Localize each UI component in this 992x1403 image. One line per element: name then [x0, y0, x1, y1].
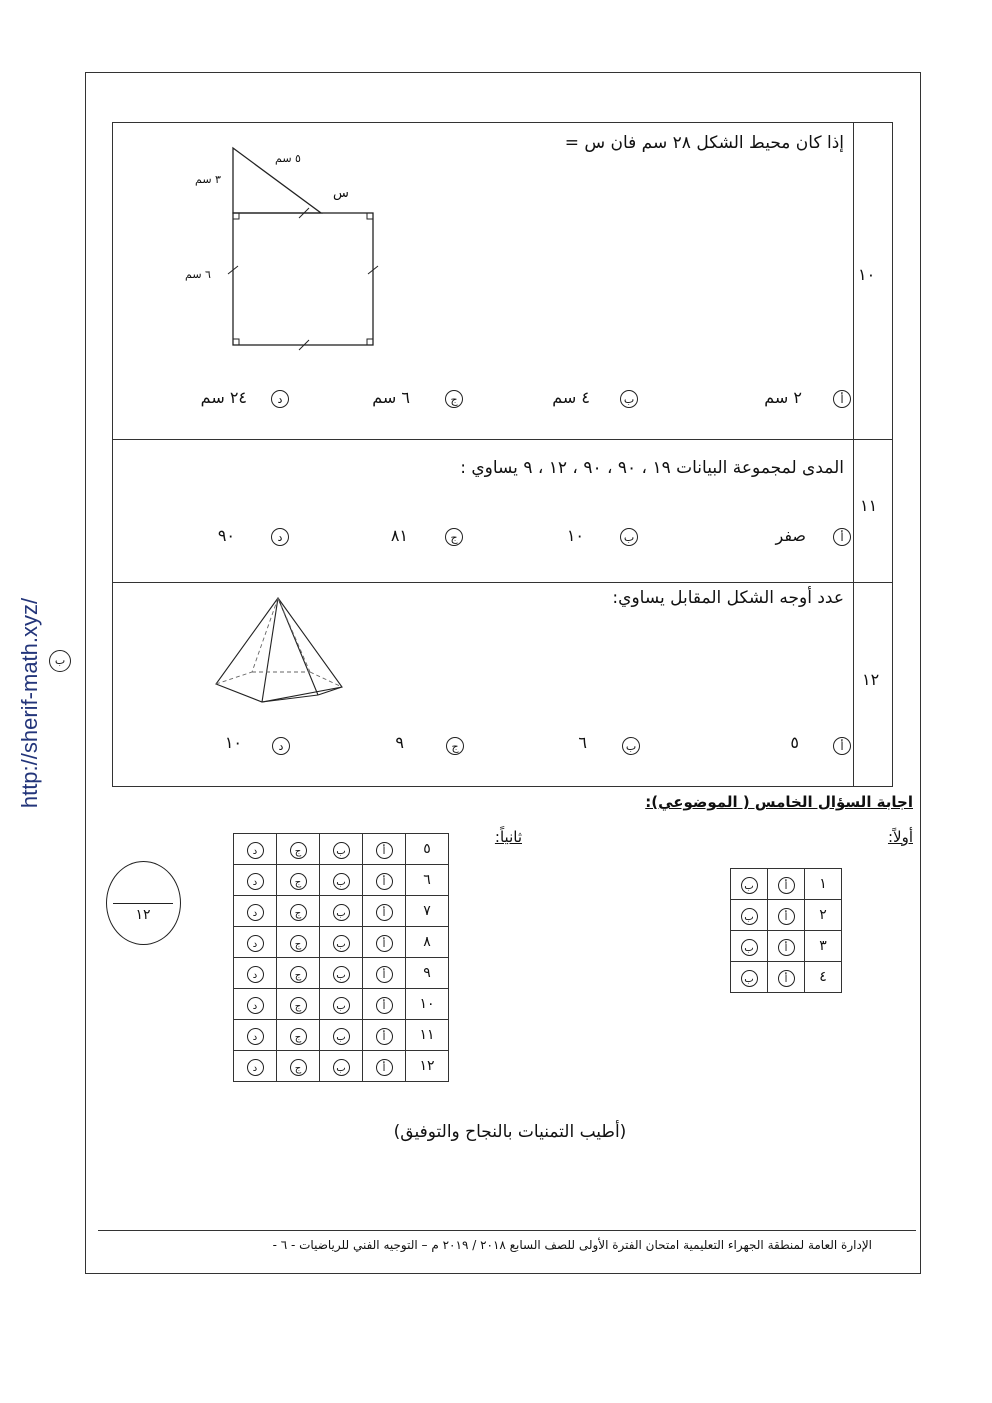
second-row-number: ١١: [406, 1020, 449, 1051]
second-option-cell[interactable]: [234, 1051, 277, 1082]
second-option-marker: ج: [290, 904, 307, 921]
second-option-cell[interactable]: [234, 834, 277, 865]
second-option-marker: د: [247, 997, 264, 1014]
first-option-marker: أ: [778, 939, 795, 956]
page-footer: الإدارة العامة لمنطقة الجهراء التعليمية امتحان الفترة الأولى للصف السابع ٢٠١٨ / ٢٠١٩ م – التوجيه الفني للرياضيات - ٦ -: [272, 1238, 872, 1252]
first-option-cell[interactable]: [731, 869, 768, 900]
side-page-mark: [49, 650, 71, 672]
q12-option-b-value: ٦: [578, 733, 587, 752]
number-column-divider: [853, 123, 854, 786]
second-row: [234, 1051, 449, 1082]
second-option-marker: ج: [290, 997, 307, 1014]
figure-label-square-side: ٦ سم: [185, 268, 211, 281]
second-option-cell[interactable]: [320, 1020, 363, 1051]
first-option-marker: ب: [741, 939, 758, 956]
q11-option-b-marker[interactable]: ب: [620, 528, 638, 546]
second-option-marker: د: [247, 1028, 264, 1045]
second-option-marker: ب: [333, 997, 350, 1014]
q10-option-d-marker[interactable]: د: [271, 390, 289, 408]
second-row: [234, 834, 449, 865]
second-option-marker: د: [247, 1059, 264, 1076]
second-option-marker: ج: [290, 966, 307, 983]
closing-message: (أطيب التمنيات بالنجاح والتوفيق): [393, 1122, 627, 1142]
second-option-marker: أ: [376, 1028, 393, 1045]
q12-option-a-marker[interactable]: أ: [833, 737, 851, 755]
side-page-mark-letter: ب: [54, 654, 66, 667]
first-row-number: ١: [805, 869, 842, 900]
answer-section-title: اجابة السؤال الخامس ( الموضوعي):: [645, 793, 913, 811]
first-option-marker: أ: [778, 877, 795, 894]
second-option-marker: ج: [290, 1028, 307, 1045]
q12-option-d-value: ١٠: [224, 733, 242, 752]
sidebar-url: http://sherif-math.xyz/: [17, 597, 42, 809]
second-option-cell[interactable]: [277, 958, 320, 989]
q10-option-d-value: ٢٤ سم: [200, 388, 247, 407]
second-option-cell[interactable]: [277, 865, 320, 896]
q11-option-d-value: ٩٠: [217, 526, 235, 545]
figure-label-triangle-side: ٣ سم: [195, 173, 221, 186]
second-row: [234, 1020, 449, 1051]
second-option-cell[interactable]: [234, 865, 277, 896]
score-divider: [113, 903, 173, 904]
first-row-number: ٤: [805, 962, 842, 993]
first-option-marker: ب: [741, 877, 758, 894]
question-text-12: عدد أوجه الشكل المقابل يساوي:: [612, 588, 844, 608]
second-option-cell[interactable]: [234, 989, 277, 1020]
second-row: [234, 958, 449, 989]
second-option-cell[interactable]: [234, 1020, 277, 1051]
second-option-marker: ب: [333, 966, 350, 983]
q12-option-d-marker[interactable]: د: [272, 737, 290, 755]
second-option-marker: ب: [333, 1028, 350, 1045]
first-option-cell[interactable]: [731, 931, 768, 962]
first-option-cell[interactable]: [768, 869, 805, 900]
pentagonal-pyramid-figure: [210, 592, 350, 712]
score-total: ١٢: [135, 907, 151, 923]
first-option-cell[interactable]: [731, 962, 768, 993]
second-option-cell[interactable]: [363, 865, 406, 896]
question-number-11: ١١: [860, 496, 878, 515]
second-row: [234, 927, 449, 958]
answer-table-first: [730, 868, 842, 993]
second-option-marker: أ: [376, 935, 393, 952]
first-row-number: ٢: [805, 900, 842, 931]
q10-option-b-value: ٤ سم: [552, 388, 590, 407]
score-circle: [106, 861, 181, 945]
second-option-cell[interactable]: [363, 1020, 406, 1051]
second-row-number: ٦: [406, 865, 449, 896]
second-option-cell[interactable]: [234, 958, 277, 989]
q10-option-a-value: ٢ سم: [764, 388, 802, 407]
second-option-marker: د: [247, 904, 264, 921]
second-option-cell[interactable]: [277, 1051, 320, 1082]
q12-option-a-value: ٥: [790, 733, 799, 752]
second-option-cell[interactable]: [320, 865, 363, 896]
q12-option-c-value: ٩: [395, 733, 404, 752]
first-row: [731, 962, 842, 993]
second-option-cell[interactable]: [277, 834, 320, 865]
second-option-marker: أ: [376, 873, 393, 890]
second-option-marker: د: [247, 873, 264, 890]
first-part-label: أولاً:: [887, 828, 913, 846]
first-row: [731, 900, 842, 931]
second-option-cell[interactable]: [363, 989, 406, 1020]
q10-option-a-marker[interactable]: أ: [833, 390, 851, 408]
second-row-number: ٨: [406, 927, 449, 958]
second-option-marker: د: [247, 842, 264, 859]
second-option-marker: ج: [290, 1059, 307, 1076]
second-row-number: ٥: [406, 834, 449, 865]
second-part-label: ثانياً:: [494, 828, 522, 846]
first-row-number: ٣: [805, 931, 842, 962]
second-option-marker: ج: [290, 842, 307, 859]
first-option-marker: أ: [778, 970, 795, 987]
second-row-number: ٧: [406, 896, 449, 927]
q11-option-a-value: صفر: [775, 526, 806, 545]
first-option-marker: ب: [741, 908, 758, 925]
second-option-cell[interactable]: [363, 958, 406, 989]
second-option-cell[interactable]: [277, 896, 320, 927]
second-option-marker: ب: [333, 873, 350, 890]
first-option-cell[interactable]: [768, 900, 805, 931]
second-option-cell[interactable]: [277, 927, 320, 958]
second-option-marker: ب: [333, 1059, 350, 1076]
second-option-marker: ب: [333, 935, 350, 952]
q12-option-b-marker[interactable]: ب: [622, 737, 640, 755]
figure-label-unknown: س: [333, 186, 349, 201]
second-row-number: ٩: [406, 958, 449, 989]
second-row: [234, 896, 449, 927]
second-option-marker: ب: [333, 904, 350, 921]
second-option-marker: ب: [333, 842, 350, 859]
figure-label-hypotenuse: ٥ سم: [275, 152, 301, 165]
answer-table-second: [233, 833, 449, 1082]
footer-rule: [98, 1230, 916, 1231]
second-option-cell[interactable]: [363, 834, 406, 865]
second-option-cell[interactable]: [277, 989, 320, 1020]
question-text-10: إذا كان محيط الشكل ٢٨ سم فان س =: [564, 133, 844, 153]
second-option-marker: أ: [376, 904, 393, 921]
second-option-marker: ج: [290, 935, 307, 952]
second-option-cell[interactable]: [320, 927, 363, 958]
q12-option-c-marker[interactable]: ج: [446, 737, 464, 755]
q11-option-a-marker[interactable]: أ: [833, 528, 851, 546]
second-option-cell[interactable]: [320, 958, 363, 989]
question-number-12: ١٢: [862, 670, 880, 689]
second-option-cell[interactable]: [320, 896, 363, 927]
second-option-marker: أ: [376, 842, 393, 859]
first-option-marker: أ: [778, 908, 795, 925]
q11-option-b-value: ١٠: [566, 526, 584, 545]
second-option-cell[interactable]: [320, 1051, 363, 1082]
first-option-marker: ب: [741, 970, 758, 987]
second-row: [234, 865, 449, 896]
second-option-marker: ج: [290, 873, 307, 890]
second-option-cell[interactable]: [234, 896, 277, 927]
second-row-number: ١٢: [406, 1051, 449, 1082]
row-divider-2: [113, 582, 892, 583]
second-option-marker: أ: [376, 966, 393, 983]
second-option-cell[interactable]: [320, 989, 363, 1020]
second-option-cell[interactable]: [277, 1020, 320, 1051]
second-option-marker: د: [247, 935, 264, 952]
q10-option-c-value: ٦ سم: [372, 388, 410, 407]
q10-option-b-marker[interactable]: ب: [620, 390, 638, 408]
first-option-cell[interactable]: [768, 931, 805, 962]
second-option-cell[interactable]: [363, 1051, 406, 1082]
question-text-11: المدى لمجموعة البيانات ١٩ ، ٩٠ ، ٩٠ ، ١٢ ، ٩ يساوي :: [460, 458, 844, 478]
second-option-cell[interactable]: [234, 927, 277, 958]
second-row: [234, 989, 449, 1020]
q11-option-d-marker[interactable]: د: [271, 528, 289, 546]
question-number-10: ١٠: [858, 265, 876, 284]
second-row-number: ١٠: [406, 989, 449, 1020]
second-option-cell[interactable]: [363, 927, 406, 958]
second-option-cell[interactable]: [320, 834, 363, 865]
row-divider-1: [113, 439, 892, 440]
first-row: [731, 869, 842, 900]
second-option-marker: أ: [376, 1059, 393, 1076]
first-option-cell[interactable]: [768, 962, 805, 993]
first-option-cell[interactable]: [731, 900, 768, 931]
second-option-marker: أ: [376, 997, 393, 1014]
q11-option-c-marker[interactable]: ج: [445, 528, 463, 546]
second-option-marker: د: [247, 966, 264, 983]
q11-option-c-value: ٨١: [390, 526, 408, 545]
first-row: [731, 931, 842, 962]
q10-option-c-marker[interactable]: ج: [445, 390, 463, 408]
second-option-cell[interactable]: [363, 896, 406, 927]
